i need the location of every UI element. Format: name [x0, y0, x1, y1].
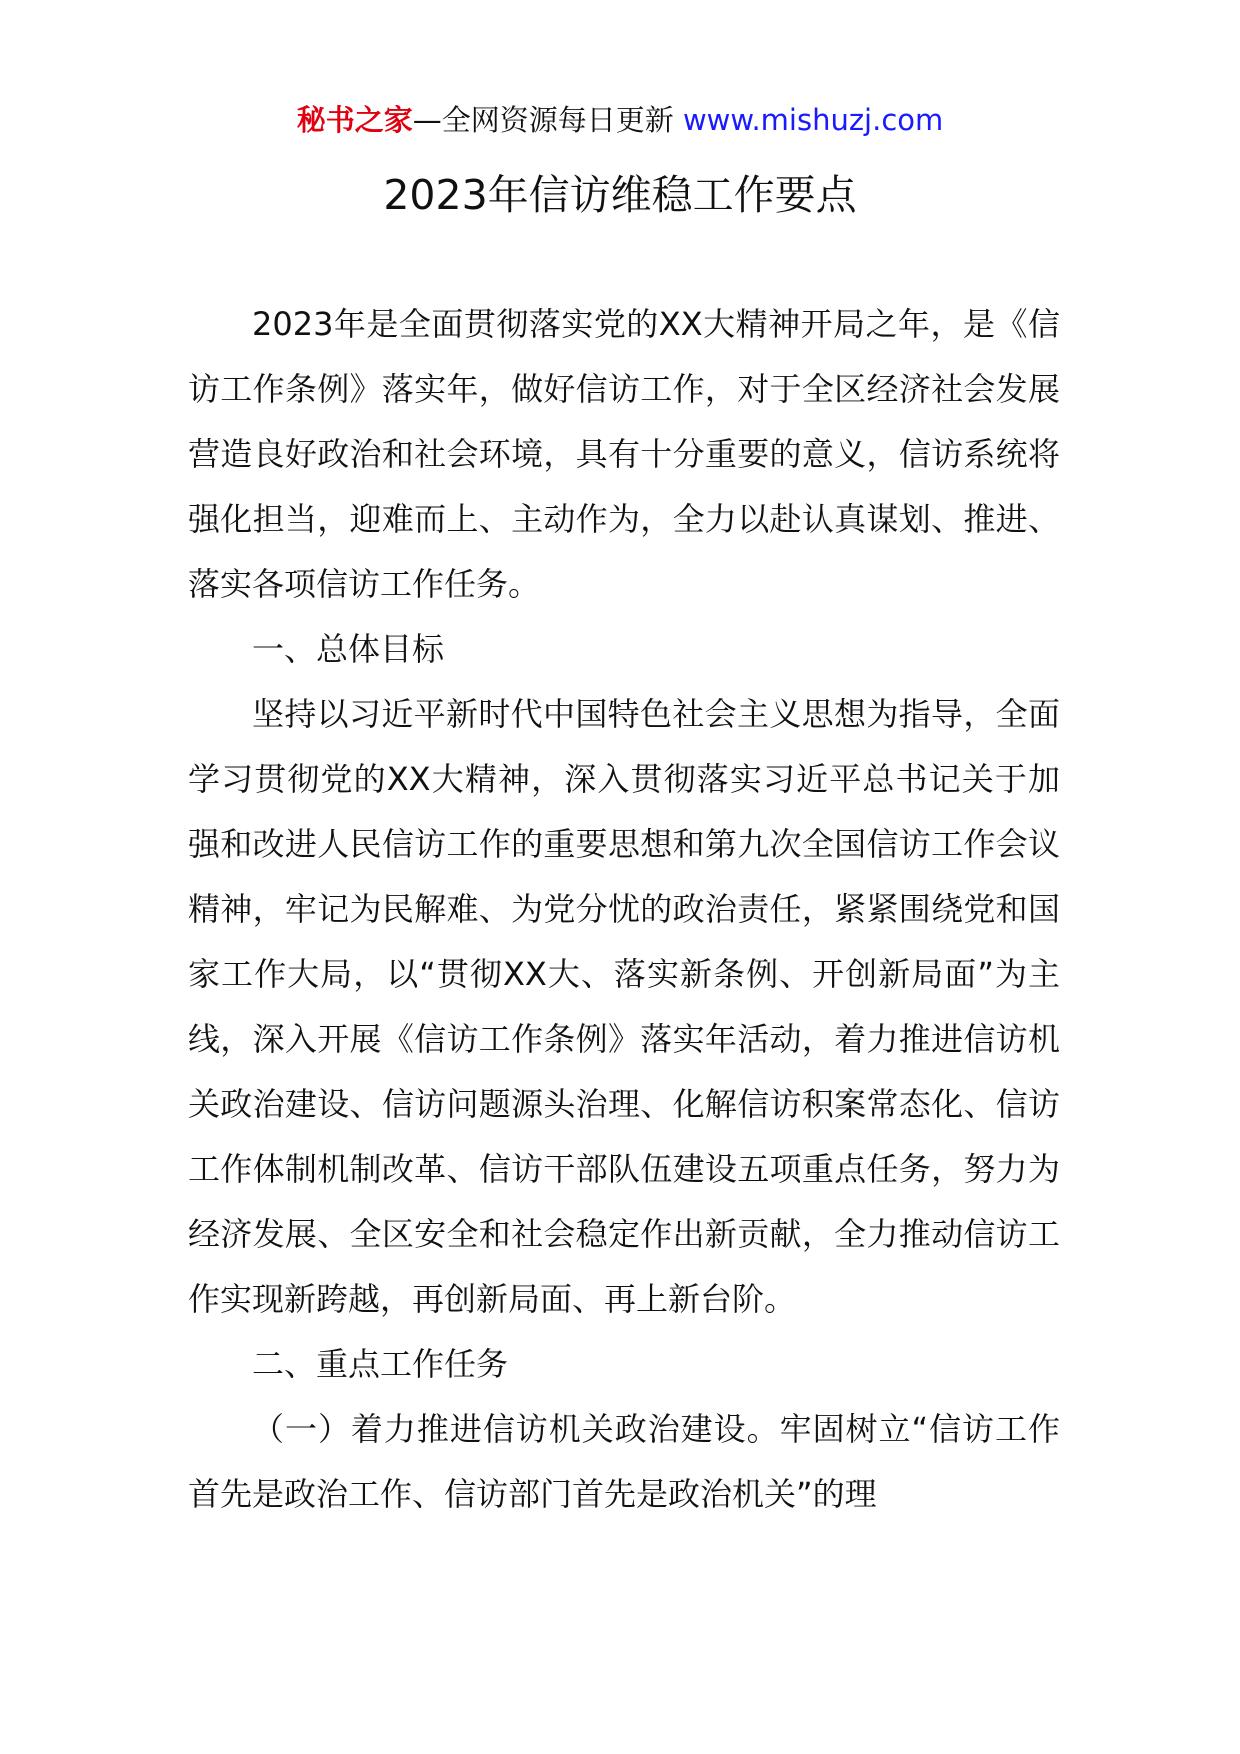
section-heading-overall-goal: 一、总体目标	[252, 630, 445, 668]
site-header	[0, 100, 1240, 140]
document-title: 2023年信访维稳工作要点	[383, 171, 857, 219]
section-heading-key-tasks: 二、重点工作任务	[252, 1345, 509, 1383]
paragraph-task-1: （一）着力推进信访机关政治建设。牢固树立“信访工作首先是政治工作、信访部门首先是政治机关”的理	[188, 1410, 1060, 1513]
header-tagline: —全网资源每日更新	[412, 103, 674, 137]
paragraph-overall-goal: 坚持以习近平新时代中国特色社会主义思想为指导，全面学习贯彻党的XX大精神，深入贯彻落实习近平总书记关于加强和改进人民信访工作的重要思想和第九次全国信访工作会议精神，牢记为民解难、为党分忧的政治责任，紧紧围绕党和国家工作大局，以“贯彻XX大、落实新条例、开创新局面”为主线，深入开展《信访工作条例》落实年活动，着力推进信访机关政治建设、信访问题源头治理、化解信访积案常态化、信访工作体制机制改革、信访干部队伍建设五项重点任务，努力为经济发展、全区安全和社会稳定作出新贡献，全力推动信访工作实现新跨越，再创新局面、再上新台阶。	[188, 695, 1060, 1318]
site-url-link[interactable]: www.mishuzj.com	[682, 103, 944, 137]
paragraph-intro: 2023年是全面贯彻落实党的XX大精神开局之年，是《信访工作条例》落实年，做好信访工作，对于全区经济社会发展营造良好政治和社会环境，具有十分重要的意义，信访系统将强化担当，迎难而上、主动作为，全力以赴认真谋划、推进、落实各项信访工作任务。	[188, 305, 1060, 603]
document-body	[188, 292, 1060, 1527]
brand-name: 秘书之家	[296, 103, 413, 137]
